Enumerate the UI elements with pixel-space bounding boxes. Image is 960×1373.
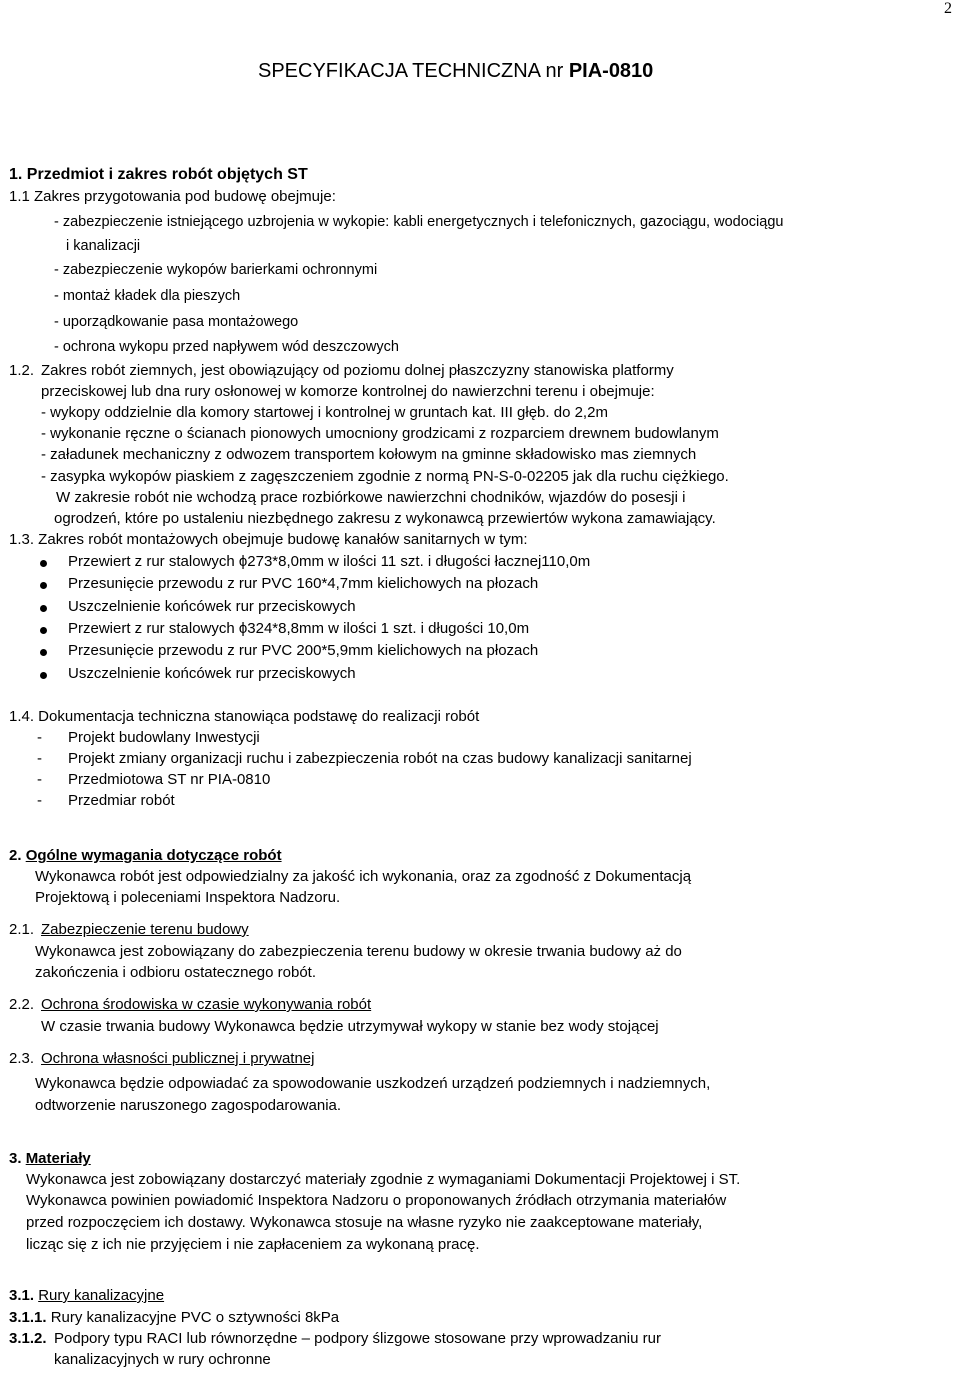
section-3-1-1: [9, 1309, 339, 1326]
section-3-heading: [9, 1150, 91, 1167]
section-3-1-1-text: Rury kanalizacyjne PVC o sztywności 8kPa: [50, 1309, 340, 1326]
dash-icon: -: [37, 792, 42, 809]
bullet-item: Uszczelnienie końcówek rur przeciskowych: [68, 598, 356, 615]
section-3-1-2-num: 3.1.2.: [9, 1330, 47, 1347]
list-item: - ochrona wykopu przed napływem wód deszczowych: [54, 339, 399, 355]
paragraph-line: zakończenia i odbioru ostatecznego robót.: [35, 964, 317, 981]
list-item: Projekt zmiany organizacji ruchu i zabezpieczenia robót na czas budowy kanalizacji sanitarnej: [68, 750, 692, 767]
paragraph-line: - wykonanie ręczne o ścianach pionowych umocniony grodzicami z rozparciem drewnem budowlanym: [41, 425, 719, 442]
paragraph-line: przeciskowej lub dna rury osłonowej w komorze kontrolnej do nawierzchni terenu i obejmuje:: [41, 383, 655, 400]
paragraph-line: W zakresie robót nie wchodzą prace rozbiórkowe nawierzchni chodników, wjazdów do posesji i: [56, 489, 686, 506]
bullet-item: Uszczelnienie końcówek rur przeciskowych: [68, 665, 356, 682]
section-1-2-number: 1.2.: [9, 362, 35, 379]
section-1-1-heading: 1.1 Zakres przygotowania pod budowę obejmuje:: [9, 188, 336, 205]
section-2-3-title: Ochrona własności publicznej i prywatnej: [41, 1050, 315, 1067]
title-prefix: SPECYFIKACJA TECHNICZNA nr: [258, 60, 569, 82]
bullet-item: Przesunięcie przewodu z rur PVC 200*5,9mm kielichowych na płozach: [68, 642, 539, 659]
bullet-icon: [40, 672, 47, 679]
bullet-icon: [40, 627, 47, 634]
list-item: - uporządkowanie pasa montażowego: [54, 314, 299, 330]
paragraph-line: Projektową i poleceniami Inspektora Nadzoru.: [35, 889, 341, 906]
page-number: 2: [944, 0, 952, 17]
section-2-heading: [9, 847, 282, 864]
list-item: i kanalizacji: [66, 238, 141, 254]
section-3-1-title: Rury kanalizacyjne: [38, 1287, 165, 1304]
section-3-number: 3.: [9, 1150, 26, 1167]
section-3-1-heading: [9, 1287, 164, 1304]
section-1-4-heading: 1.4. Dokumentacja techniczna stanowiąca podstawę do realizacji robót: [9, 708, 480, 725]
dash-icon: -: [37, 750, 42, 767]
list-item: - montaż kładek dla pieszych: [54, 288, 241, 304]
section-2-number: 2.: [9, 847, 26, 864]
paragraph-line: - załadunek mechaniczny z odwozem transportem kołowym na gminne składowisko mas ziemnych: [41, 446, 697, 463]
paragraph-line: przed rozpoczęciem ich dostawy. Wykonawca stosuje na własne ryzyko nie zaakceptowane materiały,: [26, 1214, 703, 1231]
paragraph-line: - wykopy oddzielnie dla komory startowej i kontrolnej w gruntach kat. III głęb. do 2,2m: [41, 404, 608, 421]
bullet-icon: [40, 605, 47, 612]
title-code: PIA-0810: [568, 60, 654, 82]
section-2-1-title: Zabezpieczenie terenu budowy: [41, 921, 249, 938]
paragraph-line: Zakres robót ziemnych, jest obowiązujący od poziomu dolnej płaszczyzny stanowiska platformy: [41, 362, 674, 379]
section-2-2-number: 2.2.: [9, 996, 35, 1013]
document-title: [258, 60, 653, 83]
dash-icon: -: [37, 771, 42, 788]
dash-icon: -: [37, 729, 42, 746]
section-2-title: Ogólne wymagania dotyczące robót: [25, 847, 282, 864]
list-item: - zabezpieczenie wykopów barierkami ochronnymi: [54, 262, 378, 278]
paragraph-line: Wykonawca powinien powiadomić Inspektora Nadzoru o proponowanych źródłach otrzymania materiałów: [26, 1192, 727, 1209]
bullet-icon: [40, 649, 47, 656]
list-item: Przedmiotowa ST nr PIA-0810: [68, 771, 271, 788]
paragraph-line: odtworzenie naruszonego zagospodarowania.: [35, 1097, 342, 1114]
paragraph-line: Wykonawca jest zobowiązany do zabezpieczenia terenu budowy w okresie trwania budowy aż do: [35, 943, 682, 960]
bullet-item: Przewiert z rur stalowych ϕ324*8,8mm w ilości 1 szt. i długości 10,0m: [68, 620, 530, 637]
bullet-item: Przewiert z rur stalowych ϕ273*8,0mm w ilości 11 szt. i długości łacznej110,0m: [68, 553, 591, 570]
bullet-icon: [40, 560, 47, 567]
paragraph-line: Wykonawca robót jest odpowiedzialny za jakość ich wykonania, oraz za zgodność z Dokumentacją: [35, 868, 692, 885]
section-2-2-title: Ochrona środowiska w czasie wykonywania robót: [41, 996, 372, 1013]
paragraph-line: ogrodzeń, które po ustaleniu niezbędnego zakresu z wykonawcą przewiertów wykona zamawiający.: [54, 510, 716, 527]
paragraph-line: W czasie trwania budowy Wykonawca będzie utrzymywał wykopy w stanie bez wody stojącej: [41, 1018, 659, 1035]
section-3-1-number: 3.1.: [9, 1287, 39, 1304]
section-2-3-number: 2.3.: [9, 1050, 35, 1067]
section-3-1-2-number: [9, 1330, 47, 1347]
paragraph-line: Podpory typu RACI lub równorzędne – podpory ślizgowe stosowane przy wprowadzaniu rur: [54, 1330, 661, 1347]
section-3-1-1-number: 3.1.1.: [9, 1309, 47, 1326]
paragraph-line: licząc się z ich nie przyjęciem i nie zapłaceniem za wykonaną pracę.: [26, 1236, 480, 1253]
section-1-3-heading: 1.3. Zakres robót montażowych obejmuje budowę kanałów sanitarnych w tym:: [9, 531, 528, 548]
paragraph-line: - zasypka wykopów piaskiem z zagęszczeniem zgodnie z normą PN-S-0-02205 jak dla ruchu ciężkiego.: [41, 468, 729, 485]
list-item: - zabezpieczenie istniejącego uzbrojenia w wykopie: kabli energetycznych i telefonicznych, gazociągu, wodociągu: [54, 214, 784, 230]
paragraph-line: kanalizacyjnych w rury ochronne: [54, 1351, 271, 1368]
section-3-title: Materiały: [25, 1150, 91, 1167]
paragraph-line: Wykonawca będzie odpowiadać za spowodowanie uszkodzeń urządzeń podziemnych i nadziemnych,: [35, 1075, 711, 1092]
section-1-heading: 1. Przedmiot i zakres robót objętych ST: [9, 166, 308, 183]
section-2-1-number: 2.1.: [9, 921, 35, 938]
list-item: Przedmiar robót: [68, 792, 175, 809]
paragraph-line: Wykonawca jest zobowiązany dostarczyć materiały zgodnie z wymaganiami Dokumentacji Projektowej i ST.: [26, 1171, 741, 1188]
list-item: Projekt budowlany Inwestycji: [68, 729, 260, 746]
bullet-icon: [40, 582, 47, 589]
bullet-item: Przesunięcie przewodu z rur PVC 160*4,7mm kielichowych na płozach: [68, 575, 539, 592]
